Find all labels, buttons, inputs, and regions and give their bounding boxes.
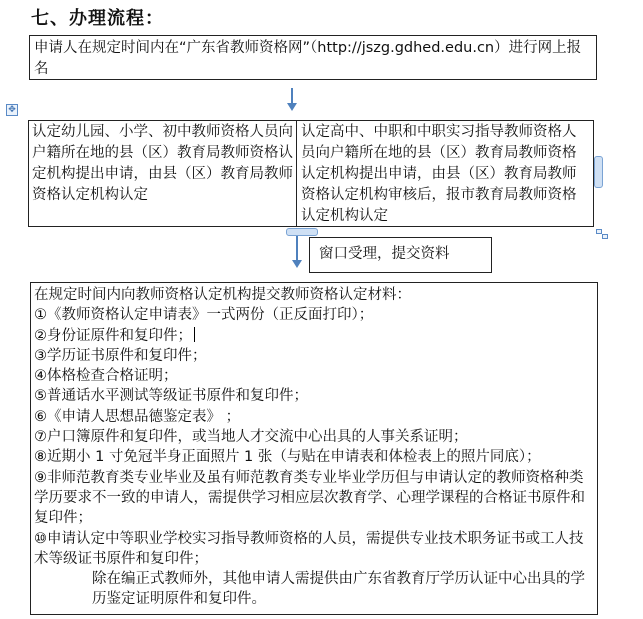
step-window-acceptance-text: 窗口受理，提交资料 [319,246,450,262]
table-move-handle-icon[interactable]: ✥ [6,104,18,116]
materials-item: ⑥《申请人思想品德鉴定表》 ； [34,408,241,425]
corner-resize-icon[interactable] [596,229,608,239]
step-kindergarten-primary-junior-box [28,120,297,227]
step-window-acceptance-box [309,237,492,273]
materials-intro: 在规定时间内向教师资格认定机构提交教师资格认定材料： [34,287,411,303]
materials-note: 除在编正式教师外，其他申请人需提供由广东省教育厅学历认证中心出具的学历鉴定证明原件和复印件。 [92,571,585,608]
materials-item: ⑤普通话水平测试等级证书原件和复印件； [34,388,308,405]
section-title: 七、办理流程： [31,8,164,29]
materials-item: ④体格检查合格证明； [34,368,178,385]
materials-item: ①《教师资格认定申请表》一式两份（正反面打印）； [34,307,374,324]
right-resize-handle[interactable] [594,156,603,188]
step-online-registration-text: 申请人在规定时间内在“广东省教师资格网”（http://jszg.gdhed.edu.cn）进行网上报名 [34,40,582,77]
step-kindergarten-primary-junior-text: 认定幼儿园、小学、初中教师资格人员向户籍所在地的县（区）教育局教师资格认定机构提出申请，由县（区）教育局教师资格认定机构认定 [32,124,293,203]
materials-item [34,326,594,346]
materials-item: ③学历证书原件和复印件； [34,347,207,364]
flow-arrow-2-stem [296,236,298,260]
materials-box [30,282,598,615]
text-cursor [194,327,195,342]
materials-item: ⑧近期小 1 寸免冠半身正面照片 1 张（与贴在申请表和体检表上的照片同底）； [34,449,541,466]
bottom-resize-handle[interactable] [286,228,318,236]
materials-item: ⑩申请认定中等职业学校实习指导教师资格的人员，需提供专业技术职务证书或工人技术等级证书原件和复印件； [34,530,584,567]
step-senior-vocational-text: 认定高中、中职和中职实习指导教师资格人员向户籍所在地的县（区）教育局教师资格认定机构提出申请，由县（区）教育局教师资格认定机构审核后，报市教育局教师资格认定机构认定 [301,124,577,224]
flow-arrow-2-head [292,260,302,268]
step-senior-vocational-box [296,120,594,227]
materials-item: ⑨非师范教育类专业毕业及虽有师范教育类专业毕业学历但与申请认定的教师资格种类学历要求不一致的申请人，需提供学习相应层次教育学、心理学课程的合格证书原件和复印件； [34,469,585,527]
materials-item-text: ②身份证原件和复印件； [34,327,192,344]
flow-arrow-1-head [287,103,297,111]
flow-arrow-1-stem [291,88,293,104]
materials-item: ⑦户口簿原件和复印件，或当地人才交流中心出具的人事关系证明； [34,429,468,446]
step-online-registration-box [29,35,597,80]
